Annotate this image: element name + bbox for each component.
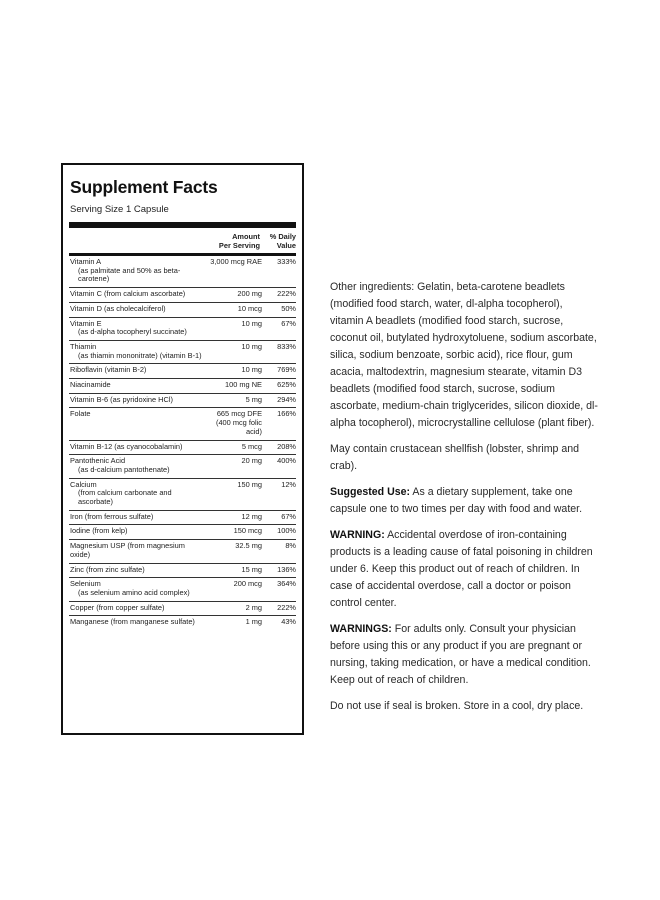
nutrient-name-text: Zinc (from zinc sulfate) — [70, 564, 145, 574]
nutrient-daily-value: 769% — [277, 365, 296, 375]
nutrient-name-text: Vitamin B-12 (as cyanocobalamin) — [70, 441, 183, 451]
nutrient-name — [69, 481, 202, 507]
nutrient-row — [69, 256, 296, 288]
daily-value-header-line1: % Daily — [269, 232, 296, 241]
nutrient-daily-value: 364% — [277, 579, 296, 589]
nutrient-amount: 200 mcg — [233, 579, 262, 589]
nutrient-name-text: Vitamin E — [70, 318, 102, 328]
nutrient-name-text: Thiamin — [70, 341, 97, 351]
nutrient-row — [69, 602, 296, 617]
other-ingredients: Other ingredients: Gelatin, beta-carotene beadlets (modified food starch, water, dl-alpha tocopherol), vitamin A beadlets (modified food starch, sucrose, coconut oil, butylated hydroxytoluene, sodium ascorbate, silica, sodium benzoate, sorbic acid), rice flour, gum acacia, maltodextrin, magnesium stearate, vitamin D3 beadlets (modified food starch, sucrose, sodium ascorbate, medium-chain triglycerides, silicon dioxide, dl-alpha tocopherol), microcrystalline cellulose (plant fiber). — [330, 281, 598, 429]
nutrient-row — [69, 525, 296, 540]
warnings-text: For adults only. Consult your physician before using this or any product if you are pregnant or nursing, taking medication, or have a medical condition. Keep out of reach of children. — [330, 623, 591, 686]
nutrient-daily-value: 208% — [277, 441, 296, 451]
warnings-label: WARNINGS: — [330, 623, 392, 635]
nutrient-amount: 150 mcg — [233, 526, 262, 536]
nutrient-amount: 665 mcg DFE (400 mcg folic acid) — [215, 409, 262, 436]
nutrient-name — [69, 366, 202, 375]
nutrient-name — [69, 604, 202, 613]
nutrient-name — [69, 618, 202, 627]
suggested-use-label: Suggested Use: — [330, 486, 411, 498]
product-info — [330, 279, 598, 724]
nutrient-name — [69, 343, 202, 360]
nutrient-daily-value: 166% — [277, 409, 296, 419]
nutrient-daily-value: 625% — [277, 380, 296, 390]
nutrient-row — [69, 455, 296, 478]
nutrient-name — [69, 396, 202, 405]
nutrient-amount: 3,000 mcg RAE — [210, 257, 262, 266]
nutrient-name-text: Pantothenic Acid — [70, 456, 126, 466]
nutrient-amount: 20 mg — [241, 456, 262, 466]
nutrient-row — [69, 303, 296, 318]
nutrient-name-text: Vitamin B-6 (as pyridoxine HCl) — [70, 394, 173, 404]
nutrient-amount: 5 mg — [245, 394, 262, 404]
nutrient-name — [69, 381, 202, 390]
nutrient-amount: 100 mg NE — [225, 380, 262, 390]
nutrient-amount: 15 mg — [241, 564, 262, 574]
nutrient-name-text: Vitamin A — [70, 257, 102, 266]
nutrient-name — [69, 457, 202, 474]
nutrient-amount: 10 mg — [241, 365, 262, 375]
storage-note: Do not use if seal is broken. Store in a cool, dry place. — [330, 700, 584, 712]
nutrient-amount: 1 mg — [245, 617, 262, 627]
amount-header-line1: Amount — [232, 232, 260, 241]
nutrient-daily-value: 833% — [277, 341, 296, 351]
nutrient-name — [69, 290, 202, 299]
nutrient-daily-value: 12% — [281, 479, 296, 489]
suggested-use — [330, 484, 598, 518]
nutrient-amount: 10 mcg — [237, 303, 262, 313]
nutrient-row — [69, 288, 296, 303]
nutrient-name-text: Iodine (from kelp) — [70, 526, 128, 536]
nutrient-daily-value: 8% — [285, 541, 296, 551]
nutrient-amount: 5 mcg — [241, 441, 262, 451]
nutrient-amount: 200 mg — [237, 289, 262, 299]
nutrient-row — [69, 364, 296, 379]
nutrient-name — [69, 513, 202, 522]
facts-column-header — [69, 228, 296, 253]
nutrient-name-text: Folate — [70, 409, 91, 419]
warning-label: WARNING: — [330, 529, 385, 541]
nutrient-name — [69, 443, 202, 452]
nutrient-name-text: Iron (from ferrous sulfate) — [70, 511, 154, 521]
nutrient-row — [69, 394, 296, 409]
nutrient-name — [69, 258, 202, 284]
nutrient-row — [69, 379, 296, 394]
nutrient-source: (as selenium amino acid complex) — [78, 587, 190, 597]
nutrient-name — [69, 410, 202, 419]
nutrient-name-text: Magnesium USP (from magnesium oxide) — [70, 541, 185, 559]
nutrient-daily-value: 67% — [281, 318, 296, 328]
nutrient-row — [69, 616, 296, 630]
nutrient-name-text: Niacinamide — [70, 380, 111, 390]
suggested-use-text: As a dietary supplement, take one capsule one to two times per day with food and water. — [330, 486, 583, 515]
warning — [330, 527, 598, 612]
nutrient-name — [69, 542, 202, 559]
daily-value-header-line2: Value — [276, 241, 296, 250]
nutrient-name-text: Vitamin C (from calcium ascorbate) — [70, 289, 186, 299]
nutrient-table — [69, 256, 296, 630]
nutrient-source: (from calcium carbonate and ascorbate) — [78, 488, 172, 507]
nutrient-amount: 12 mg — [241, 511, 262, 521]
nutrient-amount: 150 mg — [237, 479, 262, 489]
amount-header-line2: Per Serving — [218, 241, 260, 250]
nutrient-amount: 2 mg — [245, 602, 262, 612]
nutrient-daily-value: 400% — [277, 456, 296, 466]
nutrient-amount: 10 mg — [241, 341, 262, 351]
nutrient-row — [69, 479, 296, 511]
nutrient-daily-value: 136% — [277, 564, 296, 574]
nutrient-name — [69, 527, 202, 536]
allergen-statement: May contain crustacean shellfish (lobster, shrimp and crab). — [330, 443, 580, 472]
nutrient-amount: 32.5 mg — [235, 541, 262, 551]
nutrient-daily-value: 333% — [277, 257, 296, 266]
nutrient-source: (as d-alpha tocopheryl succinate) — [78, 327, 187, 337]
nutrient-name-text: Selenium — [70, 579, 101, 589]
supplement-facts-panel — [61, 163, 304, 735]
facts-title: Supplement Facts — [70, 177, 218, 197]
nutrient-daily-value: 100% — [277, 526, 296, 536]
amount-header — [204, 232, 260, 250]
nutrient-row — [69, 408, 296, 440]
nutrient-name-text: Copper (from copper sulfate) — [70, 602, 165, 612]
nutrient-daily-value: 294% — [277, 394, 296, 404]
nutrient-source: (as d-calcium pantothenate) — [78, 464, 170, 474]
nutrient-row — [69, 441, 296, 456]
nutrient-daily-value: 67% — [281, 511, 296, 521]
nutrient-name-text: Vitamin D (as cholecalciferol) — [70, 303, 166, 313]
nutrient-name-text: Calcium — [70, 479, 97, 489]
serving-size: Serving Size 1 Capsule — [70, 204, 169, 215]
nutrient-daily-value: 222% — [277, 602, 296, 612]
warnings — [330, 621, 598, 689]
nutrient-source: (as thiamin mononitrate) (vitamin B-1) — [78, 350, 202, 360]
nutrient-daily-value: 43% — [281, 617, 296, 627]
nutrient-name — [69, 320, 202, 337]
nutrient-daily-value: 222% — [277, 289, 296, 299]
nutrient-name-text: Riboflavin (vitamin B-2) — [70, 365, 147, 375]
nutrient-name — [69, 305, 202, 314]
nutrient-row — [69, 341, 296, 364]
nutrient-name-text: Manganese (from manganese sulfate) — [70, 617, 195, 627]
nutrient-name — [69, 580, 202, 597]
daily-value-header — [260, 232, 296, 250]
nutrient-amount: 10 mg — [241, 318, 262, 328]
nutrient-row — [69, 511, 296, 526]
nutrient-daily-value: 50% — [281, 303, 296, 313]
nutrient-row — [69, 564, 296, 579]
nutrient-row — [69, 540, 296, 563]
nutrient-name — [69, 566, 202, 575]
warning-text: Accidental overdose of iron-containing products is a leading cause of fatal poisoning in children under 6. Keep this product out of reach of children. In case of accidental overdose, call a doctor or poison control center. — [330, 529, 593, 609]
nutrient-row — [69, 578, 296, 601]
nutrient-source: (as palmitate and 50% as beta-carotene) — [78, 265, 181, 284]
nutrient-row — [69, 318, 296, 341]
